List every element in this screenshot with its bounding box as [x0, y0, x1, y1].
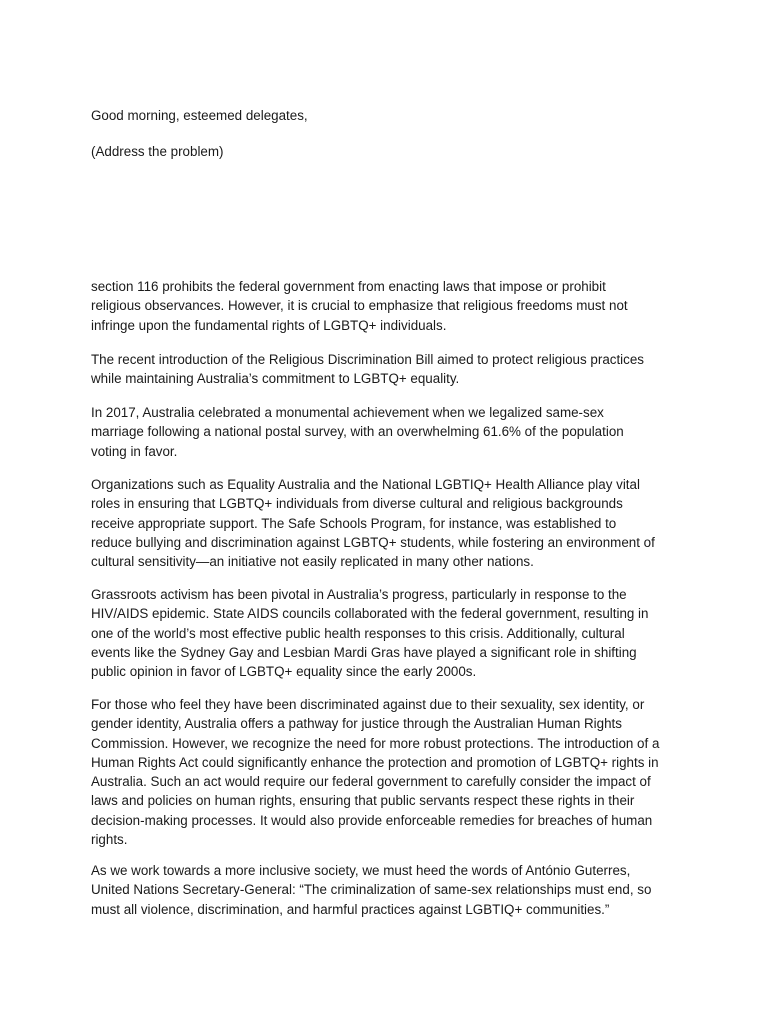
note-address-problem: (Address the problem) [91, 144, 224, 159]
paragraph-human-rights: For those who feel they have been discriminated against due to their sexuality, sex identity, or gender identity, Australia offers a pathway for justice through the Australian Human Rights Commission. However, we recognize the need for more robust protections. The introduction of a Human Rights Act could significantly enhance the protection and promotion of LGBTQ+ rights in Australia. Such an act would require our federal government to carefully consider the impact of laws and policies on human rights, ensuring that public servants respect these rights in their decision-making processes. It would also provide enforceable remedies for breaches of human rights. [91, 697, 660, 848]
paragraph-guterres-quote: As we work towards a more inclusive society, we must heed the words of António Guterres, United Nations Secretary-General: “The criminalization of same-sex relationships must end, so must all violence, discrimination, and harmful practices against LGBTIQ+ communities.” [91, 863, 652, 917]
paragraph-same-sex-marriage: In 2017, Australia celebrated a monumental achievement when we legalized same-sex marriage following a national postal survey, with an overwhelming 61.6% of the population voting in favor. [91, 405, 624, 459]
greeting: Good morning, esteemed delegates, [91, 108, 308, 123]
paragraph-grassroots-activism: Grassroots activism has been pivotal in Australia’s progress, particularly in response to the HIV/AIDS epidemic. State AIDS councils collaborated with the federal government, resulting in one of the world’s most effective public health responses to this crisis. Additionally, cultural events like the Sydney Gay and Lesbian Mardi Gras have played a significant role in shifting public opinion in favor of LGBTQ+ equality since the early 2000s. [91, 587, 649, 680]
paragraph-religious-discrimination-bill: The recent introduction of the Religious Discrimination Bill aimed to protect religious practices while maintaining Australia’s commitment to LGBTQ+ equality. [91, 352, 644, 387]
paragraph-section-116: section 116 prohibits the federal government from enacting laws that impose or prohibit religious observances. However, it is crucial to emphasize that religious freedoms must not infringe upon the fundamental rights of LGBTQ+ individuals. [91, 279, 628, 333]
paragraph-organizations: Organizations such as Equality Australia and the National LGBTIQ+ Health Alliance play vital roles in ensuring that LGBTQ+ individuals from diverse cultural and religious backgrounds receive appropriate support. The Safe Schools Program, for instance, was established to reduce bullying and discrimination against LGBTQ+ students, while fostering an environment of cultural sensitivity—an initiative not easily replicated in many other nations. [91, 477, 655, 570]
